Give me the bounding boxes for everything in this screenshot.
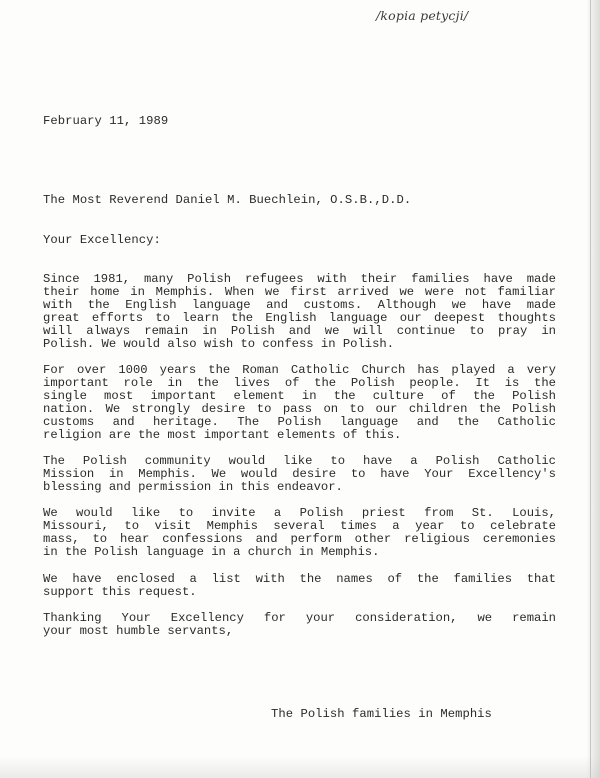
paragraph-line: with the English language and customs. Although we have made <box>43 298 556 313</box>
paragraph-1 <box>43 273 556 351</box>
paragraph-line: religion are the most important elements of this. <box>43 428 402 443</box>
scan-bottom-shade <box>0 756 600 778</box>
signature-line: The Polish families in Memphis <box>271 707 492 721</box>
paragraph-line: Since 1981, many Polish refugees with their families have made <box>43 272 556 286</box>
paragraph-line: We would like to invite a Polish priest from St. Louis, <box>43 506 556 520</box>
paragraph-line: For over 1000 years the Roman Catholic Church has played a very <box>43 363 556 377</box>
paragraph-line: great efforts to learn the English language our deepest thoughts <box>43 311 556 326</box>
paragraph-line: single most important element in the culture of the Polish <box>43 389 556 404</box>
paragraph-line: blessing and permission in this endeavor. <box>43 480 343 495</box>
paragraph-2 <box>43 364 556 442</box>
paragraph-line: The Polish community would like to have a Polish Catholic <box>43 454 556 468</box>
paragraph-line: their home in Memphis. When we first arrived we were not familiar <box>43 285 556 300</box>
paragraph-line: mass, to hear confessions and perform other religious ceremonies <box>43 532 556 547</box>
paragraph-line: Missouri, to visit Memphis several times a year to celebrate <box>43 519 556 534</box>
paragraph-line: customs and heritage. The Polish language and the Catholic <box>43 415 556 430</box>
paragraph-line: in the Polish language in a church in Memphis. <box>43 545 380 560</box>
recipient-line: The Most Reverend Daniel M. Buechlein, O.S.B.,D.D. <box>43 193 412 207</box>
paragraph-line: We have enclosed a list with the names of the families that <box>43 572 556 586</box>
paragraph-3 <box>43 455 556 494</box>
paragraph-line: Thanking Your Excellency for your consideration, we remain <box>43 611 556 625</box>
paragraph-line: nation. We strongly desire to pass on to our children the Polish <box>43 402 556 417</box>
scan-edge-line <box>590 0 591 778</box>
paragraph-line: your most humble servants, <box>43 624 234 639</box>
paragraph-line: will always remain in Polish and we will continue to pray in <box>43 324 556 339</box>
paragraph-5 <box>43 573 556 599</box>
paragraph-4 <box>43 507 556 559</box>
paragraph-line: Polish. We would also wish to confess in Polish. <box>43 337 395 352</box>
scan-edge-shadow <box>586 0 600 778</box>
paragraph-6 <box>43 612 556 638</box>
paragraph-line: support this request. <box>43 585 197 600</box>
paragraph-line: Mission in Memphis. We would desire to have Your Excellency's <box>43 467 556 482</box>
handwritten-annotation: /kopia petycji/ <box>376 8 469 23</box>
letter-date: February 11, 1989 <box>43 114 169 128</box>
salutation: Your Excellency: <box>43 233 161 247</box>
paragraph-line: important role in the lives of the Polish people. It is the <box>43 376 556 391</box>
